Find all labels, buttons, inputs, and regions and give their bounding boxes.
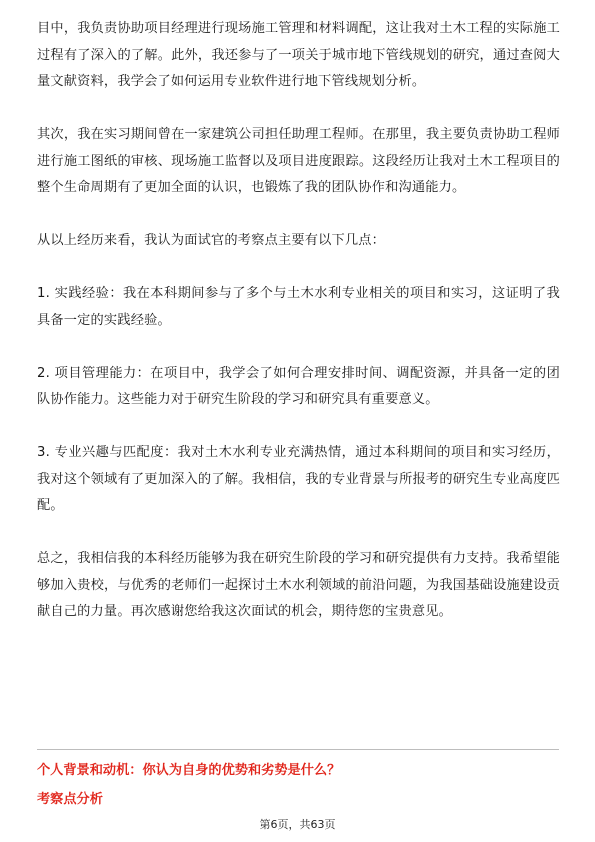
paragraph-internship: 其次，我在实习期间曾在一家建筑公司担任助理工程师。在那里，我主要负责协助工程师进行施工图纸的审核、现场施工监督以及项目进度跟踪。这段经历让我对土木工程项目的整个生命周期有了更加全面的认识，也锻炼了我的团队协作和沟通能力。: [37, 127, 560, 195]
list-item-interest-match: 3. 专业兴趣与匹配度：我对土木水利专业充满热情，通过本科期间的项目和实习经历，我对这个领域有了更加深入的了解。我相信，我的专业背景与所报考的研究生专业高度匹配。: [37, 445, 560, 513]
section-subheading: 考察点分析: [37, 792, 103, 807]
section-question-heading: 个人背景和动机：你认为自身的优势和劣势是什么？: [37, 763, 341, 778]
paragraph-project-experience: 目中，我负责协助项目经理进行现场施工管理和材料调配，这让我对土木工程的实际施工过程有了深入的了解。此外，我还参与了一项关于城市地下管线规划的研究，通过查阅大量文献资料，我学会了如何运用专业软件进行地下管线规划分析。: [37, 21, 560, 89]
section-divider: [37, 749, 559, 750]
list-item-practical-experience: 1. 实践经验：我在本科期间参与了多个与土木水利专业相关的项目和实习，这证明了我具备一定的实践经验。: [37, 286, 560, 328]
paragraph-conclusion: 总之，我相信我的本科经历能够为我在研究生阶段的学习和研究提供有力支持。我希望能够加入贵校，与优秀的老师们一起探讨土木水利领域的前沿问题，为我国基础设施建设贡献自己的力量。再次感谢您给我这次面试的机会，期待您的宝贵意见。: [37, 551, 560, 619]
list-item-project-management: 2. 项目管理能力：在项目中，我学会了如何合理安排时间、调配资源，并具备一定的团队协作能力。这些能力对于研究生阶段的学习和研究具有重要意义。: [37, 365, 560, 407]
paragraph-summary-intro: 从以上经历来看，我认为面试官的考察点主要有以下几点：: [37, 233, 386, 248]
page-number-footer: 第6页，共63页: [259, 818, 336, 831]
body-content: [37, 16, 560, 626]
